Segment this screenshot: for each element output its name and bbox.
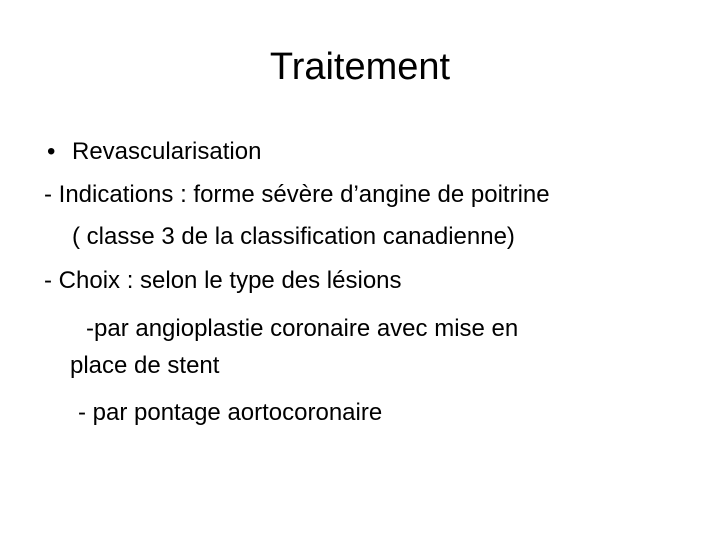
line-choix: - Choix : selon le type des lésions [44,267,402,294]
bullet-dot-icon: • [47,138,56,165]
line-classification: ( classe 3 de la classification canadienne) [72,223,515,250]
bullet-revascularisation: Revascularisation [72,138,262,165]
slide-title: Traitement [269,46,451,88]
line-angioplastie: -par angioplastie coronaire avec mise en [86,315,519,342]
line-indications: - Indications : forme sévère d’angine de poitrine [44,181,550,208]
line-stent: place de stent [70,352,220,379]
line-pontage: - par pontage aortocoronaire [78,399,383,426]
